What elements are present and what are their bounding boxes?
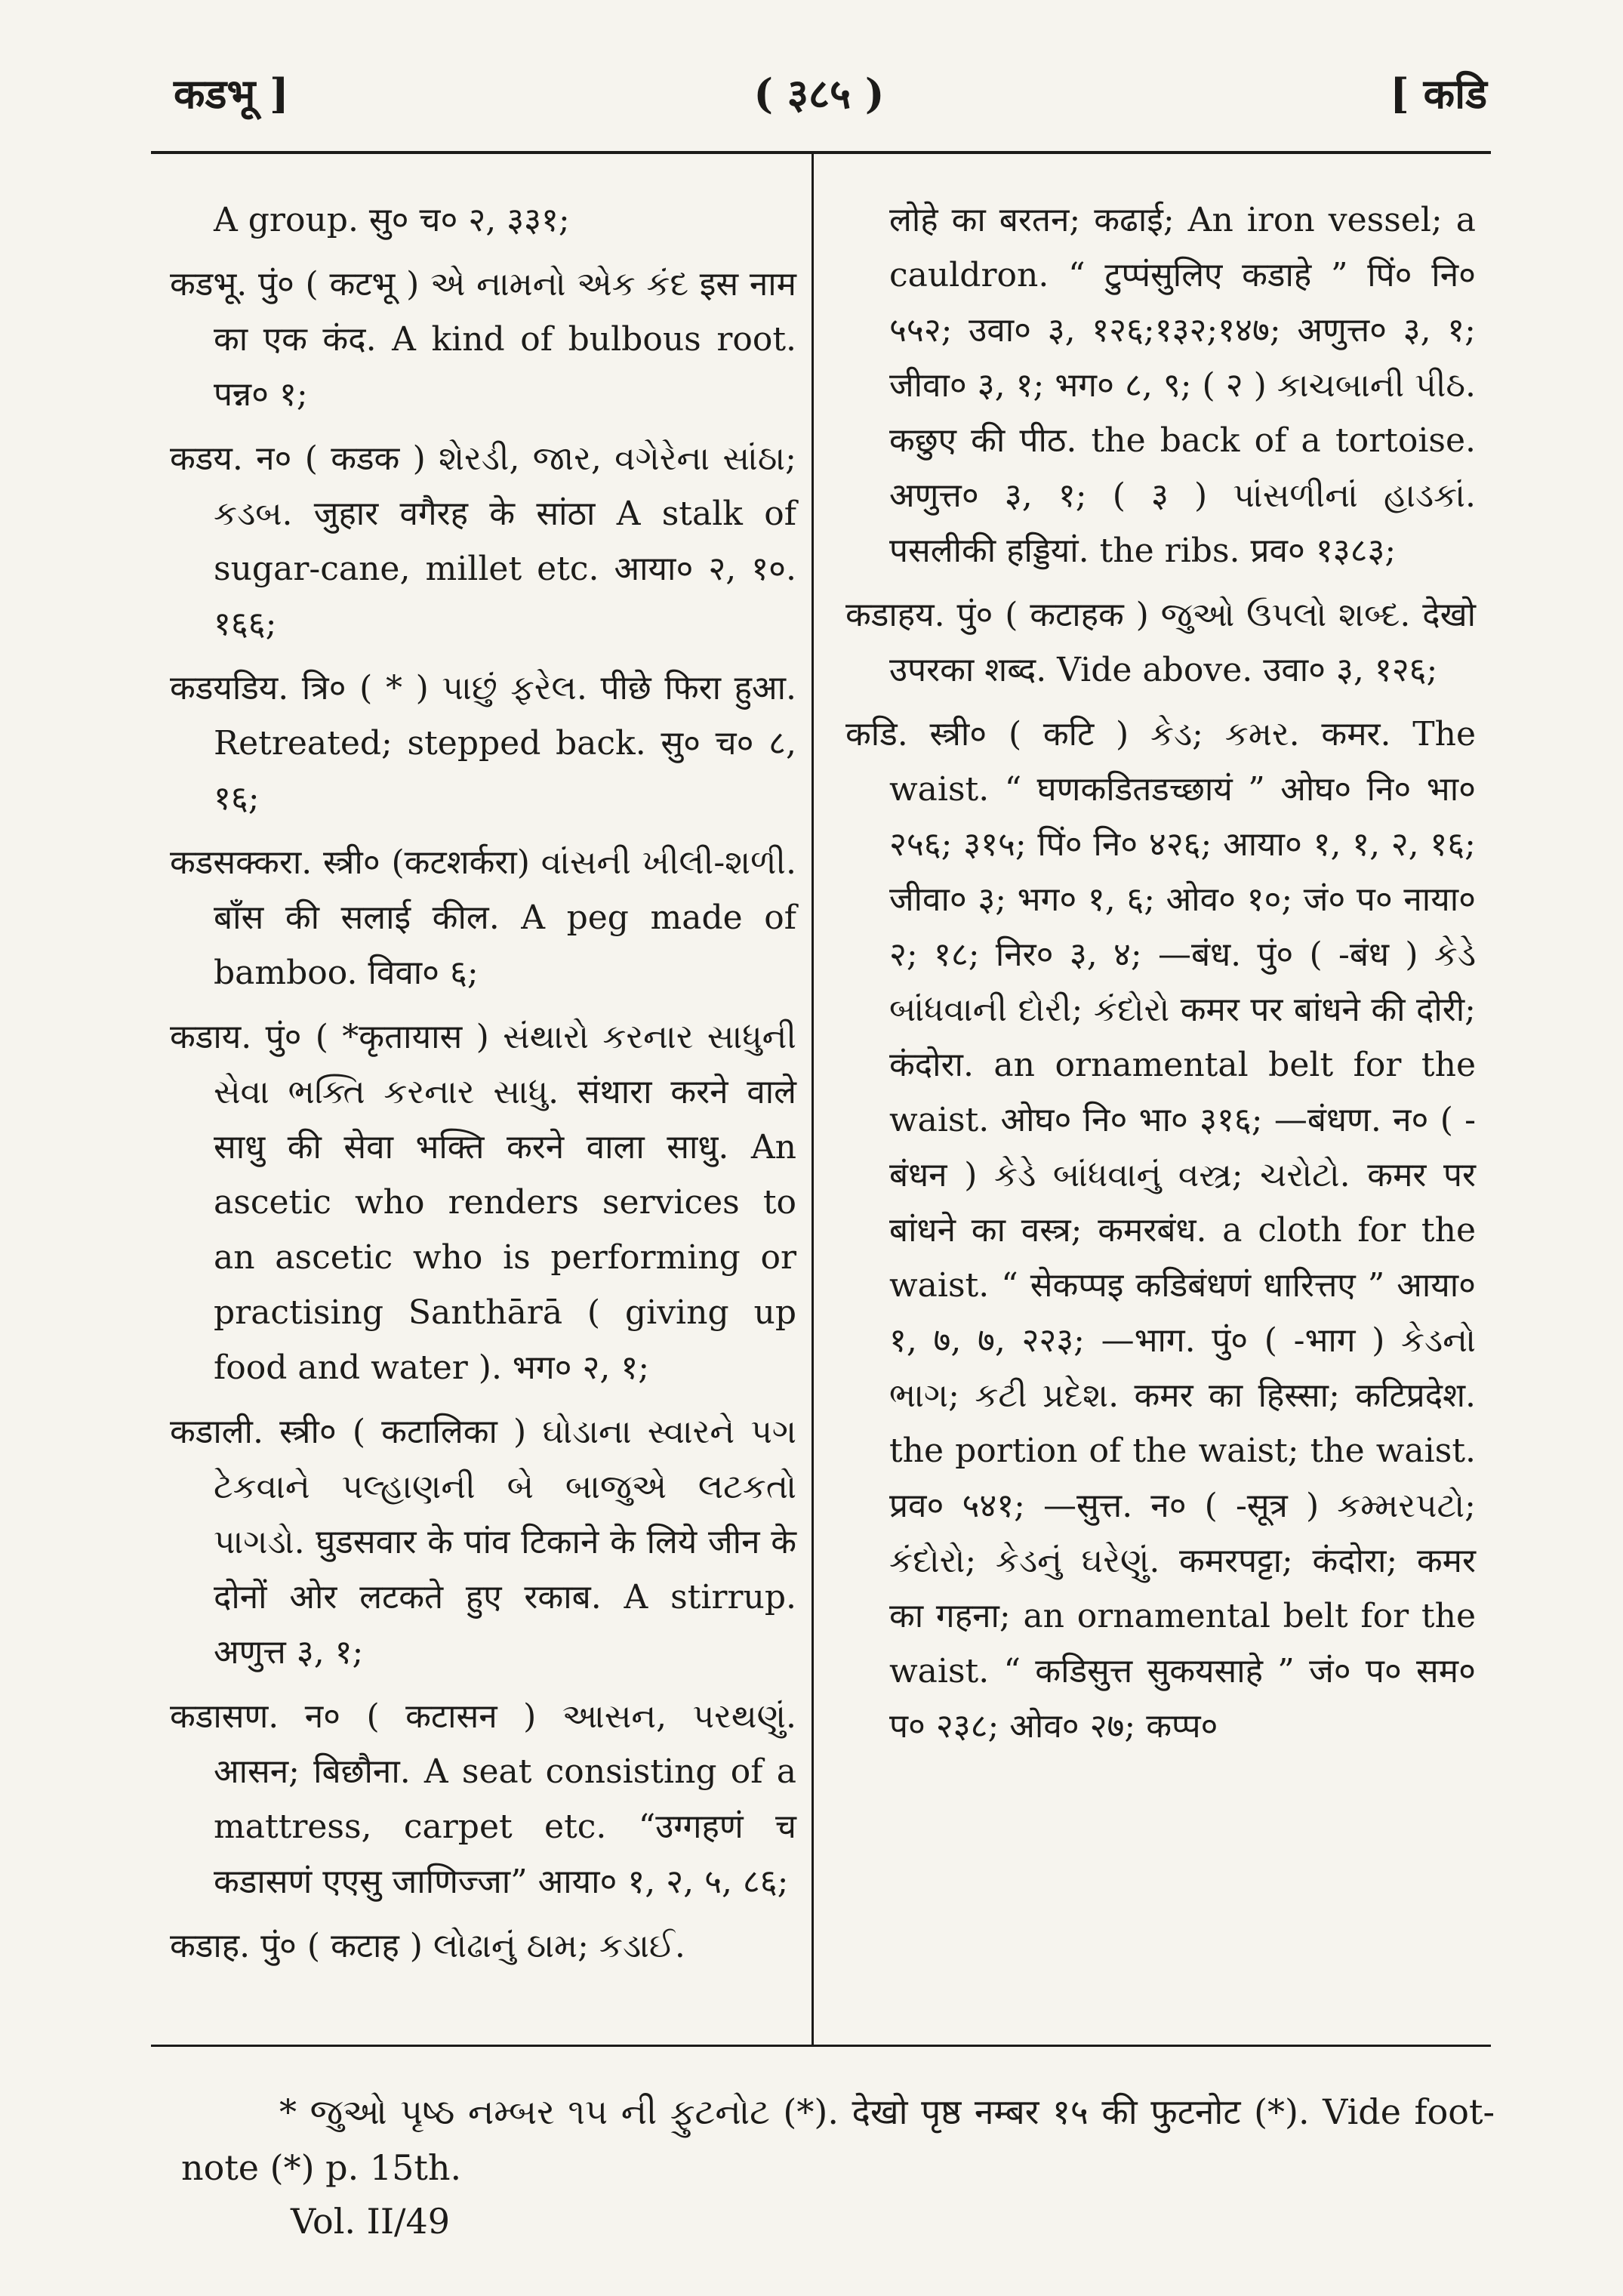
header-right-guideword: [ कडि <box>1390 69 1487 118</box>
entry: कडभू. पुं० ( कटभू ) એ નામનો એક કંદ इस नाम का एक कंद. A kind of bulbous root. पन्न० १; <box>170 265 796 414</box>
footer-rule <box>151 2045 1491 2047</box>
footnote <box>181 2084 1495 2196</box>
entry: कडाह. पुं० ( कटाह ) લોઢાનું ઠામ; કડાઈ. <box>170 1927 685 1965</box>
footnote-text: * જુઓ પૃષ્ઠ નમ્બર ૧૫ ની ફુટનોટ (*). देखो पृष्ठ नम्बर १५ की फुटनोट (*). Vide foot-note (*) p. 15th. <box>181 2091 1495 2188</box>
page-number: ( ३८५ ) <box>753 69 885 118</box>
header-left-guideword: कडभू ] <box>174 69 289 118</box>
entry: कडाय. पुं० ( *कृतायास ) સંથારો કરનાર સાધુની સેવા ભક્તિ કરનાર સાધુ. संथारा करने वाले साधु की सेवा भक्ति करने वाला साधु. An ascetic who renders services to an ascetic who is performing or practising Santhārā ( giving up food and water ). भग० २, १; <box>170 1018 796 1387</box>
entry: कडय. न० ( कडक ) શેરડી, જાર, વગેરેના સાંઠા; કડબ. जुहार वगैरह के सांठा A stalk of sugar-cane, millet etc. आया० २, १०. १६६; <box>170 439 796 643</box>
entry: कडि. स्त्री० ( कटि ) કેડ; કમર. कमर. The waist. “ घणकडितडच्छायं ” ओघ० नि० भा० २५६; ३१५; पिं० नि० ४२६; आया० १, १, २, १६; जीवा० ३; भग० १, ६; ओव० १०; जं० प० नाया० २; १८; निर० ३, ४; —बंध. पुं० ( -बंध ) કેડે બાંધવાની દોરી; કંદોરો कमर पर बांधने की दोरी; कंदोरा. an ornamental belt for the waist. ओघ० नि० भा० ३१६; —बंधण. न० ( -बंधन ) કેડે બાંધવાનું વસ્ત્ર; ચરોટો. कमर पर बांधने का वस्त्र; कमरबंध. a cloth for the waist. “ सेकप्पइ कडिबंधणं धारित्तए ” आया० १, ७, ७, २२३; —भाग. पुं० ( -भाग ) કેડનો ભાગ; કટી પ્રદેશ. कमर का हिस्सा; कटिप्रदेश. the portion of the waist; the waist. प्रव० ५४१; —सुत्त. न० ( -सूत्र ) કમ્મરપટો; કંદોરો; કેડનું ઘરેણું. कमरपट्टा; कंदोरा; कमर का गहना; an ornamental belt for the waist. “ कडिसुत्त सुकयसाहे ” जं० प० सम० प० २३८; ओव० २७; कप्प० <box>845 715 1476 1746</box>
right-column <box>845 193 1476 1763</box>
entry: कडाली. स्त्री० ( कटालिका ) ઘોડાના સ્વારને પગ ટેકવાને પલ્હાણની બે બાજુએ લટકતો પાગડો. घुडसवार के पांव टिकाने के लिये जीन के दोनों ओर लटकते हुए रकाब. A stirrup. अणुत्त ३, १; <box>170 1413 796 1672</box>
column-divider <box>812 154 814 2045</box>
entry: लोहे का बरतन; कढाई; An iron vessel; a cauldron. “ टुप्पंसुलिए कडाहे ” पिं० नि० ५५२; उवा० ३, १२६;१३२;१४७; अणुत्त० ३, १; जीवा० ३, १; भग० ८, ९; ( २ ) કાચબાની પીઠ. कछुए की पीठ. the back of a tortoise. अणुत्त० ३, १; ( ३ ) પાંસળીનાં હાડકાં. पसलीकी हड्डियां. the ribs. प्रव० १३८३; <box>889 201 1476 570</box>
header-rule <box>151 151 1491 154</box>
entry: कडासण. न० ( कटासन ) આસન, પરથણું. आसन; बिछौना. A seat consisting of a mattress, carpet etc. “उग्गहणं च कडासणं एएसु जाणिज्जा” आया० १, २, ५, ८६; <box>170 1697 796 1901</box>
volume-marker: Vol. II/49 <box>291 2201 451 2242</box>
page-header <box>151 60 1487 128</box>
entry: कडाहय. पुं० ( कटाहक ) જુઓ ઉપલો શબ્દ. देखो उपरका शब्द. Vide above. उवा० ३, १२६; <box>845 596 1476 689</box>
entry: A group. सु० च० २, ३३१; <box>214 201 570 239</box>
entry: कडयडिय. त्रि० ( * ) પાછું ફરેલ. पीछे फिरा हुआ. Retreated; stepped back. सु० च० ८, १६; <box>170 669 796 818</box>
entry: कडसक्करा. स्त्री० (कटशर्करा) વાંસની ખીલી-શળી. बाँस की सलाई कील. A peg made of bamboo. विवा० ६; <box>170 843 796 992</box>
left-column <box>170 193 796 1983</box>
